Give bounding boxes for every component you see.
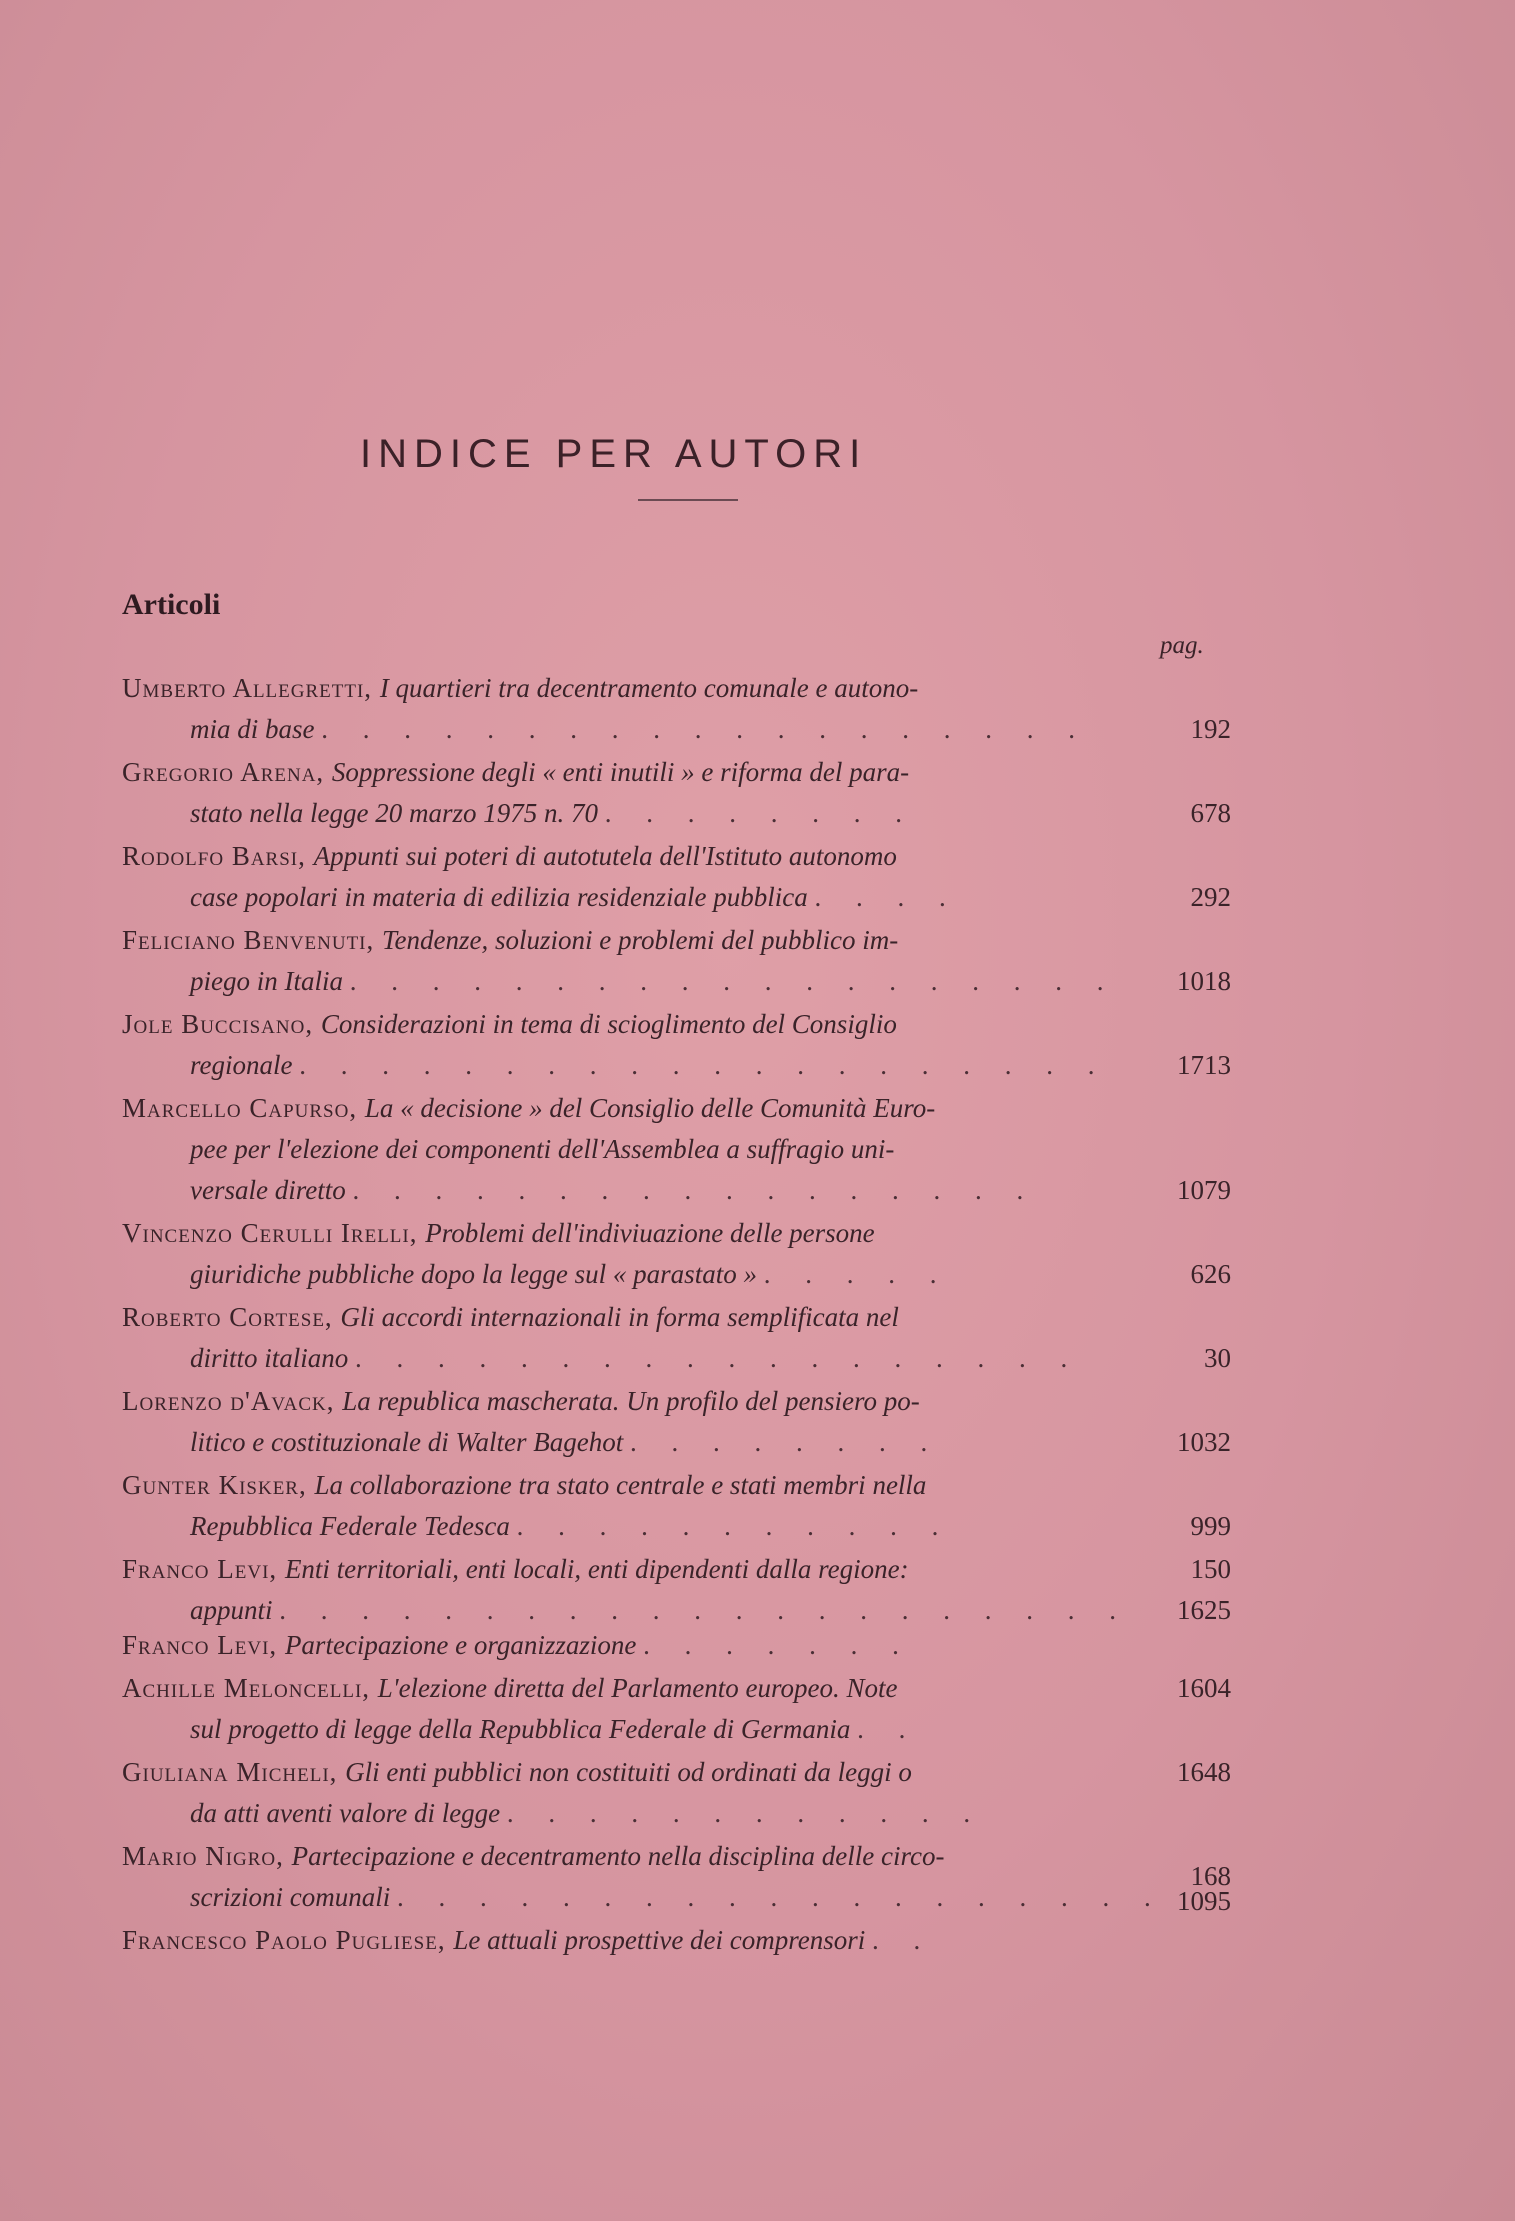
page-title: INDICE PER AUTORI [360, 432, 868, 476]
index-entry [122, 1004, 1231, 1086]
entry-author: Umberto Allegretti, [122, 673, 380, 703]
entry-page-number: 626 [1190, 1259, 1231, 1289]
entry-title-line1: Partecipazione e decentramento nella disciplina delle circo- [291, 1841, 945, 1871]
dot-leader: . . . . . . . . . . . [516, 1511, 953, 1541]
entry-title-line2: sul progetto di legge della Repubblica Federale di Germania [190, 1714, 851, 1744]
dot-leader: . . [857, 1714, 920, 1744]
entry-author: Giuliana Micheli, [122, 1757, 346, 1787]
entry-title-line1: Considerazioni in tema di scioglimento del Consiglio [320, 1009, 897, 1039]
entry-title-line2: Repubblica Federale Tedesca [190, 1511, 510, 1541]
index-entry [122, 1213, 1231, 1295]
entry-title-line1: Gli enti pubblici non costituiti od ordinati da leggi o [345, 1757, 912, 1787]
entry-line [122, 668, 1222, 709]
entry-title-line2: pee per l'elezione dei componenti dell'Assemblea a suffragio uni- [190, 1134, 895, 1164]
author-index-list [122, 668, 1231, 1961]
entry-author: Francesco Paolo Pugliese, [122, 1925, 454, 1955]
entry-author: Feliciano Benvenuti, [122, 925, 383, 955]
entry-author: Franco Levi, [122, 1630, 285, 1660]
index-entry [122, 1088, 1231, 1211]
entry-page-number: 1648 [1177, 1757, 1231, 1787]
entry-line [122, 1381, 1222, 1422]
entry-title-line1: Gli accordi internazionali in forma semplificata nel [340, 1302, 899, 1332]
entry-line [122, 1506, 1231, 1547]
entry-line [122, 1170, 1231, 1211]
index-entry [122, 1549, 1231, 1625]
entry-line [122, 1213, 1222, 1254]
index-entry [122, 836, 1231, 918]
entry-title-line2: appunti [190, 1595, 273, 1625]
entry-line [122, 1465, 1222, 1506]
entry-title-line2: piego in Italia [190, 966, 343, 996]
index-entry [122, 1752, 1231, 1834]
dot-leader: . . . . . . . . . . . . [506, 1798, 985, 1828]
entry-line [122, 1338, 1231, 1379]
dot-leader: . . . . . . . . . . . . . . . . . . [355, 1343, 1082, 1373]
entry-title-line1: La republica mascherata. Un profilo del pensiero po- [342, 1386, 920, 1416]
index-entry [122, 1297, 1231, 1379]
entry-author: Jole Buccisano, [122, 1009, 321, 1039]
entry-line [122, 1590, 1231, 1625]
entry-author: Vincenzo Cerulli Irelli, [122, 1218, 426, 1248]
dot-leader: . . . . . . . . . . . . . . . . . . . [397, 1882, 1165, 1912]
entry-line [122, 709, 1231, 750]
entry-author: Achille Meloncelli, [122, 1673, 378, 1703]
entry-line [122, 1297, 1222, 1338]
entry-page-number: 192 [1190, 714, 1231, 744]
entry-author: Rodolfo Barsi, [122, 841, 314, 871]
entry-title-line1: Soppressione degli « enti inutili » e riforma del para- [331, 757, 910, 787]
entry-title-line1: Problemi dell'indiviuazione delle persone [425, 1218, 875, 1248]
dot-leader: . . . . . . . [643, 1630, 913, 1660]
page-column-label: pag. [1160, 632, 1204, 659]
dot-leader: . . . . . . . . . . . . . . . . . . . [321, 714, 1089, 744]
entry-page-number: 1018 [1177, 966, 1231, 996]
dot-leader: . . . . . [763, 1259, 951, 1289]
entry-page-number: 1032 [1177, 1427, 1231, 1457]
dot-leader: . . . . . . . . . . . . . . . . . . . [349, 966, 1118, 996]
entry-line [122, 1254, 1231, 1295]
entry-page-number: 678 [1190, 798, 1231, 828]
entry-title-line1: L'elezione diretta del Parlamento europeo. Note [377, 1673, 898, 1703]
entry-line [122, 1045, 1231, 1086]
entry-page-number: 1079 [1177, 1175, 1231, 1205]
entry-author: Marcello Capurso, [122, 1093, 365, 1123]
entry-title-line1: La collaborazione tra stato centrale e stati membri nella [314, 1470, 927, 1500]
section-heading: Articoli [122, 588, 221, 621]
entry-line [122, 1793, 1222, 1834]
entry-title-line1: Tendenze, soluzioni e problemi del pubblico im- [382, 925, 899, 955]
entry-page-number: 168 [1190, 1861, 1231, 1891]
entry-page-number: 1604 [1177, 1673, 1231, 1703]
entry-line [122, 1625, 1222, 1666]
entry-title-line2: litico e costituzionale di Walter Bagehot [190, 1427, 624, 1457]
entry-title-line2: case popolari in materia di edilizia residenziale pubblica [190, 882, 808, 912]
entry-title-line3: versale diretto [190, 1175, 346, 1205]
entry-page-number: 292 [1190, 882, 1231, 912]
entry-line [122, 1877, 1231, 1918]
entry-title-line1: I quartieri tra decentramento comunale e autono- [379, 673, 919, 703]
dot-leader: . . . . . . . . . . . . . . . . . . . . . [279, 1595, 1131, 1625]
entry-line [122, 1422, 1231, 1463]
entry-line [122, 793, 1231, 834]
entry-title-line2: scrizioni comunali [190, 1882, 391, 1912]
entry-title-line1: La « decisione » del Consiglio delle Comunità Euro- [364, 1093, 936, 1123]
entry-title-line1: Enti territoriali, enti locali, enti dipendenti dalla regione: [284, 1554, 909, 1584]
entry-line [122, 1549, 1231, 1590]
dot-leader: . . . . . . . . [629, 1427, 942, 1457]
entry-line [122, 1836, 1231, 1891]
index-entry [122, 752, 1231, 834]
index-entry [122, 1381, 1231, 1463]
dot-leader: . . . . . . . . . . . . . . . . . . . . [299, 1050, 1109, 1080]
entry-line [122, 1920, 1222, 1961]
entry-author: Lorenzo d'Avack, [122, 1386, 343, 1416]
index-entry [122, 1836, 1231, 1918]
index-entry [122, 1668, 1231, 1750]
entry-line [122, 961, 1231, 1002]
entry-line [122, 1709, 1222, 1750]
entry-line [122, 752, 1222, 793]
entry-page-number: 999 [1190, 1511, 1231, 1541]
title-divider [638, 499, 738, 501]
entry-title-line2: da atti aventi valore di legge [190, 1798, 501, 1828]
entry-title-line1: Partecipazione e organizzazione [284, 1630, 637, 1660]
entry-line [122, 836, 1222, 877]
entry-title-line2: stato nella legge 20 marzo 1975 n. 70 [190, 798, 598, 828]
dot-leader: . . [872, 1925, 935, 1955]
entry-title-line2: giuridiche pubbliche dopo la legge sul « parastato » [190, 1259, 757, 1289]
dot-leader: . . . . . . . . . . . . . . . . . [352, 1175, 1038, 1205]
entry-page-number: 150 [1190, 1554, 1231, 1584]
dot-leader: . . . . [814, 882, 960, 912]
entry-author: Gunter Kisker, [122, 1470, 315, 1500]
entry-title-line2: regionale [190, 1050, 293, 1080]
index-entry [122, 920, 1231, 1002]
entry-title-line1: Appunti sui poteri di autotutela dell'Istituto autonomo [313, 841, 897, 871]
entry-line [122, 920, 1222, 961]
entry-line [122, 1129, 1222, 1170]
entry-author: Franco Levi, [122, 1554, 285, 1584]
entry-author: Gregorio Arena, [122, 757, 332, 787]
index-entry [122, 1465, 1231, 1547]
entry-author: Roberto Cortese, [122, 1302, 341, 1332]
index-entry [122, 1625, 1222, 1666]
entry-line [122, 1752, 1231, 1793]
dot-leader: . . . . . . . . [604, 798, 916, 828]
entry-title-line1: Le attuali prospettive dei comprensori [453, 1925, 866, 1955]
entry-title-line2: mia di base [190, 714, 315, 744]
entry-line [122, 1088, 1222, 1129]
entry-author: Mario Nigro, [122, 1841, 292, 1871]
entry-line [122, 1004, 1222, 1045]
index-entry [122, 668, 1231, 750]
entry-page-number-next: 1095 [1177, 1886, 1231, 1916]
entry-page-number: 30 [1204, 1343, 1231, 1373]
entry-line [122, 1668, 1231, 1709]
index-entry [122, 1920, 1222, 1961]
entry-title-line2: diritto italiano [190, 1343, 349, 1373]
entry-line [122, 877, 1231, 918]
entry-page-number-next: 1625 [1177, 1595, 1231, 1625]
entry-page-number: 1713 [1177, 1050, 1231, 1080]
